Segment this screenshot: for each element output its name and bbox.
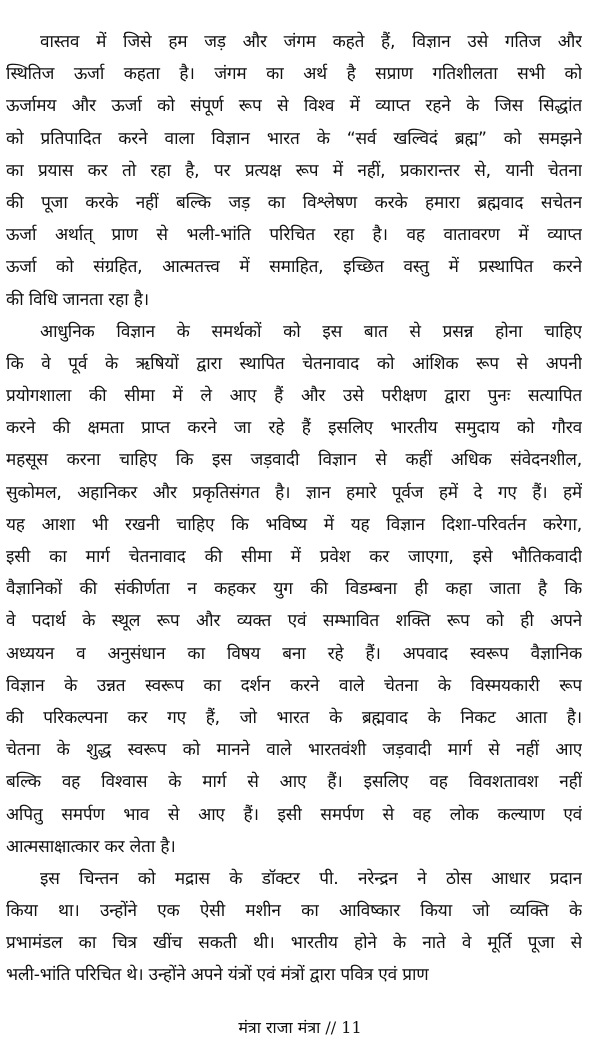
paragraph <box>6 316 582 863</box>
text-line: अध्ययन व अनुसंधान का विषय बना रहे हैं। अपवाद स्वरूप वैज्ञानिक <box>6 643 582 664</box>
text-line: प्रयोगशाला की सीमा में ले आए हैं और उसे परीक्षण द्वारा पुनः सत्यापित <box>6 386 582 407</box>
text-line: चेतना के शुद्ध स्वरूप को मानने वाले भारतवंशी जड़वादी मार्ग से नहीं आए <box>6 740 582 761</box>
text-line: की पूजा करके नहीं बल्कि जड़ का विश्लेषण करके हमारा ब्रह्मवाद सचेतन <box>6 192 582 213</box>
text-line: महसूस करना चाहिए कि इस जड़वादी विज्ञान से कहीं अधिक संवेदनशील, <box>6 450 582 471</box>
text-line: करने की क्षमता प्राप्त करने जा रहे हैं इसलिए भारतीय समुदाय को गौरव <box>6 418 582 439</box>
text-line: वे पदार्थ के स्थूल रूप और व्यक्त एवं सम्भावित शक्ति रूप को ही अपने <box>6 611 582 632</box>
text-line: वैज्ञानिकों की संकीर्णता न कहकर युग की विडम्बना ही कहा जाता है कि <box>6 579 582 600</box>
text-line: आधुनिक विज्ञान के समर्थकों को इस बात से प्रसन्न होना चाहिए <box>40 321 582 342</box>
text-line: स्थितिज ऊर्जा कहता है। जंगम का अर्थ है सप्राण गतिशीलता सभी को <box>6 64 582 85</box>
body-text <box>6 26 582 992</box>
text-line: वास्तव में जिसे हम जड़ और जंगम कहते हैं, विज्ञान उसे गतिज और <box>40 32 582 52</box>
text-line: भली-भांति परिचित थे। उन्होंने अपने यंत्रों एवं मंत्रों द्वारा पवित्र एवं प्राण <box>6 965 429 986</box>
paragraph <box>6 26 582 316</box>
text-line: कि वे पूर्व के ऋषियों द्वारा स्थापित चेतनावाद को आंशिक रूप से अपनी <box>6 353 582 374</box>
paragraph <box>6 863 582 992</box>
text-line: ऊर्जामय और ऊर्जा को संपूर्ण रूप से विश्व में व्याप्त रहने के जिस सिद्धांत <box>6 96 582 117</box>
text-line: ऊर्जा अर्थात् प्राण से भली-भांति परिचित रहा है। वह वातावरण में व्याप्त <box>6 225 582 246</box>
text-line: प्रभामंडल का चित्र खींच सकती थी। भारतीय होने के नाते वे मूर्ति पूजा से <box>6 933 582 954</box>
text-line: ऊर्जा को संग्रहित, आत्मतत्त्व में समाहित, इच्छित वस्तु में प्रस्थापित करने <box>6 257 582 278</box>
text-line: सुकोमल, अहानिकर और प्रकृतिसंगत है। ज्ञान हमारे पूर्वज हमें दे गए हैं। हमें <box>6 482 582 503</box>
text-line: किया था। उन्होंने एक ऐसी मशीन का आविष्कार किया जो व्यक्ति के <box>6 901 582 922</box>
text-line: यह आशा भी रखनी चाहिए कि भविष्य में यह विज्ञान दिशा-परिवर्तन करेगा, <box>6 514 582 535</box>
text-line: को प्रतिपादित करने वाला विज्ञान भारत के “सर्व खल्विदं ब्रह्म” को समझने <box>6 128 582 149</box>
text-line: अपितु समर्पण भाव से आए हैं। इसी समर्पण से वह लोक कल्याण एवं <box>6 804 582 825</box>
text-line: विज्ञान के उन्नत स्वरूप का दर्शन करने वाले चेतना के विस्मयकारी रूप <box>6 675 582 696</box>
text-line: आत्मसाक्षात्कार कर लेता है। <box>6 836 176 857</box>
text-line: बल्कि वह विश्वास के मार्ग से आए हैं। इसलिए वह विवशतावश नहीं <box>6 772 582 793</box>
page-footer: मंत्रा राजा मंत्रा // 11 <box>238 1018 362 1037</box>
text-line: की विधि जानता रहा है। <box>6 289 149 310</box>
text-line: इस चिन्तन को मद्रास के डॉक्टर पी. नरेन्द्रन ने ठोस आधार प्रदान <box>40 868 582 889</box>
text-line: का प्रयास कर तो रहा है, पर प्रत्यक्ष रूप में नहीं, प्रकारान्तर से, यानी चेतना <box>6 160 582 181</box>
text-line: इसी का मार्ग चेतनावाद की सीमा में प्रवेश कर जाएगा, इसे भौतिकवादी <box>6 547 582 567</box>
text-line: की परिकल्पना कर गए हैं, जो भारत के ब्रह्मवाद के निकट आता है। <box>6 707 582 728</box>
